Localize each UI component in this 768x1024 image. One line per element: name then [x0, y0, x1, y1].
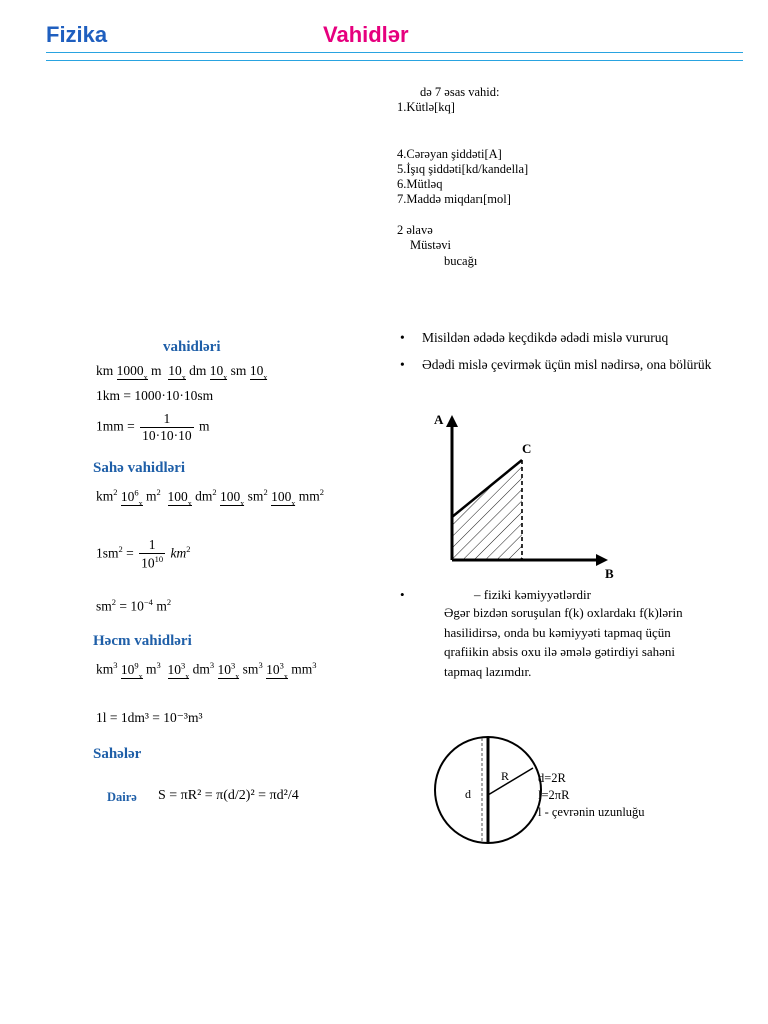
si-line-6: 6.Mütləq [397, 177, 443, 191]
graph-text-line: Əgər bizdən soruşulan f(k) oxlardakı f(k)lərin [444, 605, 683, 620]
graph-figure [425, 405, 630, 585]
si-line-4: 4.Cərəyan şiddəti[A] [397, 147, 502, 161]
length-eq-2 [96, 411, 210, 444]
bullet-2-text: Ədədi mislə çevirmək üçün misl nədirsə, ona bölürük [422, 357, 712, 372]
unit-mm: mm [298, 488, 320, 504]
si-extra-2: bucağı [444, 254, 478, 268]
header-rule-bottom [46, 60, 743, 61]
graph-text-line: tapmaq lazımdır. [444, 663, 532, 679]
area-heading: Sahə vahidləri [93, 460, 186, 476]
si-extra: 2 əlavə [397, 223, 433, 237]
x-axis-label: B [605, 566, 614, 581]
graph-bullet: • – fiziki kəmiyyətlərdir [400, 587, 591, 602]
factor-10: 10 [217, 661, 232, 677]
factor-10: 10 [168, 363, 182, 378]
area-eq-1: $1sm^2$ = $\frac{1}{10^{10}}$ $km^2$ [96, 537, 191, 571]
graph-bullet-text: – fiziki kəmiyyətlərdir [474, 587, 591, 602]
bullet-1: • Misildən ədədə keçdikdə ədədi mislə vururuq [400, 330, 669, 345]
unit-m: m [146, 661, 157, 677]
bullet-2: • Ədədi mislə çevirmək üçün misl nədirsə, ona bölürük [400, 357, 712, 372]
y-axis-arrow [446, 415, 458, 427]
length-heading: vahidləri [163, 339, 221, 355]
circle-formula-line: l - çevrənin uzunluğu [538, 805, 645, 819]
factor-10: 10 [120, 661, 135, 677]
circle-area-label: Dairə [107, 790, 137, 804]
length-eq-1: 1km = 1000·10·10sm [96, 388, 214, 403]
graph-text-line: qrafiikin absis oxu ilə əmələ gətirdiyi sahəni [444, 644, 676, 659]
factor-10: 10 [266, 661, 280, 677]
eq-right: km [170, 545, 187, 561]
circle-formulas [538, 770, 645, 821]
graph-text-line: hasilidirsə, onda bu kəmiyyəti tapmaq üçün [444, 624, 671, 640]
unit-km: km [96, 363, 114, 378]
volume-eq: 1l = 1dm³ = 10⁻³m³ [96, 710, 203, 725]
areas-heading: Sahələr [93, 746, 142, 762]
exp: 3 [231, 660, 236, 670]
unit-km: km [96, 488, 114, 504]
eq-num: 1 [139, 537, 165, 554]
eq2-num: 1 [140, 411, 194, 428]
exp: 6 [134, 487, 139, 497]
page-title: Vahidlər [323, 22, 409, 47]
factor-1000: 1000 [116, 363, 144, 378]
eq-right: m [156, 598, 167, 614]
si-line-1: 1.Kütlə[kq] [397, 100, 455, 114]
unit-sm: sm [247, 488, 264, 504]
si-line-5: 5.İşıq şiddəti[kd/kandella] [397, 162, 529, 176]
si-line-7: 7.Maddə miqdarı[mol] [397, 192, 511, 206]
eq-den-exp: 10 [154, 554, 164, 564]
unit-km: km [96, 661, 114, 677]
unit-sm: sm [230, 363, 247, 378]
radius-line [488, 768, 533, 795]
unit-dm: dm [189, 363, 207, 378]
y-axis-label: A [434, 412, 444, 427]
length-chain: km $1000_x$ m $10_x$ dm $10_x$ sm $10_x$ [96, 363, 268, 382]
factor-10: 10 [249, 363, 264, 378]
factor-10: 10 [209, 363, 224, 378]
circle-formula-line: l=2πR [538, 788, 570, 802]
eq2-left: 1mm = [96, 418, 135, 434]
x-axis-arrow [596, 554, 608, 566]
area-chain: $km^2$ $10^6_x$ $m^2$ $100_x$ $dm^2$ $100_x$ $sm^2$ $100_x$ $mm^2$ [96, 487, 324, 508]
factor-10: 10 [120, 488, 135, 504]
eq-left: 1sm [96, 545, 119, 561]
volume-chain: $km^3$ $10^9_x$ $m^3$ $10^3_x$ $dm^3$ $10^3_x$ $sm^3$ $10^3_x$ $mm^3$ [96, 660, 317, 681]
header-rule-top [46, 52, 743, 53]
unit-sm: sm [242, 661, 259, 677]
graph-explanation [444, 603, 683, 681]
eq2-den: 10·10·10 [142, 428, 192, 443]
si-intro: də 7 əsas vahid: [420, 85, 500, 99]
unit-mm: mm [291, 661, 313, 677]
exp: 3 [279, 660, 284, 670]
volume-heading: Həcm vahidləri [93, 633, 192, 649]
point-c-label: C [522, 441, 532, 456]
bullet-1-text: Misildən ədədə keçdikdə ədədi mislə vururuq [422, 330, 669, 345]
eq-mid: = 10 [119, 598, 144, 614]
factor-10: 10 [167, 661, 182, 677]
si-extra-1: Müstəvi [410, 238, 451, 252]
factor-100: 100 [271, 488, 292, 504]
eq2-right: m [199, 418, 210, 434]
factor-100: 100 [167, 488, 188, 504]
unit-dm: dm [195, 488, 213, 504]
eq-exp: −4 [143, 597, 153, 607]
exp: 3 [181, 660, 186, 670]
area-eq-2: $sm^2 = 10^{-4}$ $m^2$ [96, 597, 172, 614]
unit-m: m [146, 488, 157, 504]
diameter-label: d [465, 787, 471, 801]
unit-m: m [151, 363, 162, 378]
unit-dm: dm [192, 661, 210, 677]
factor-100: 100 [220, 488, 241, 504]
subject-title: Fizika [46, 22, 108, 47]
eq-den: 10 [141, 555, 155, 571]
radius-label: R [501, 769, 510, 783]
circle-formula-line: d=2R [538, 771, 566, 785]
exp: 9 [134, 660, 139, 670]
eq-left: sm [96, 598, 112, 614]
circle-area-formula: S = πR² = π(d/2)² = πd²/4 [158, 788, 299, 803]
